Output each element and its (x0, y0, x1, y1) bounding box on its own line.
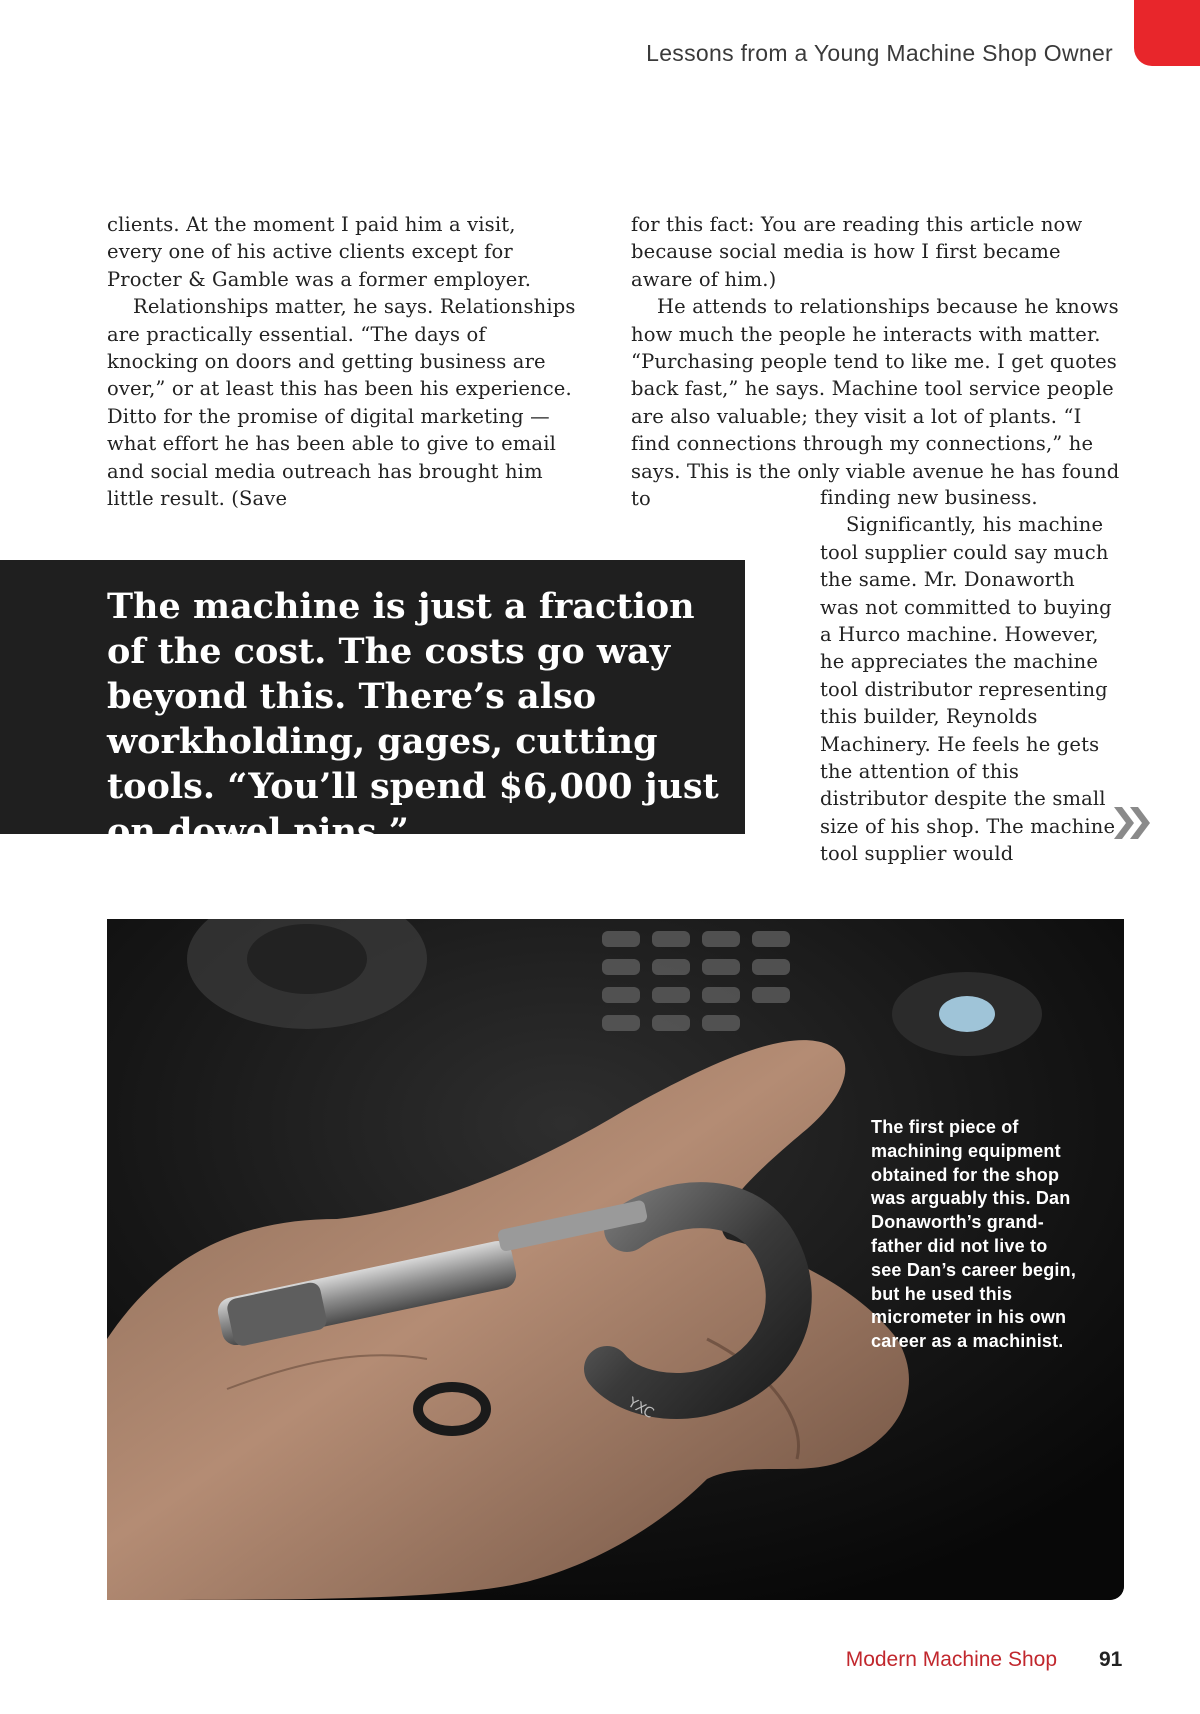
continue-arrow-icon (1112, 803, 1156, 843)
photo-caption: The first piece of machining equipment obtained for the shop was arguably this. Dan Donaworth’s grand-father did not live to see Dan’s career begin, but he used this micrometer in his own career as a machinist. (871, 1117, 1077, 1352)
article-column-right (631, 211, 1121, 512)
pull-quote: The machine is just a fraction of the cost. The costs go way beyond this. There’s also workholding, gages, cutting tools. “You’ll spend $6,000 just on dowel pins.” (107, 586, 719, 852)
running-head: Lessons from a Young Machine Shop Owner (646, 40, 1113, 66)
micrometer-marking: YXC (625, 1394, 657, 1422)
body-paragraph: clients. At the moment I paid him a visit, every one of his active clients except for Procter & Gamble was a former employer. (107, 213, 532, 291)
section-tab (1134, 0, 1200, 66)
body-paragraph: Significantly, his machine tool supplier could say much the same. Mr. Donaworth was not committed to buying a Hurco machine. However, he appreciates the machine tool distributor representing this builder, Reynolds Machinery. He feels he gets the attention of this distributor despite the small size of his shop. The machine tool supplier would (820, 513, 1116, 866)
article-column-left (107, 211, 577, 512)
footer-publication: Modern Machine Shop (845, 1648, 1057, 1671)
body-paragraph: He attends to relationships because he knows how much the people he interacts with matter. “Purchasing people tend to like me. I get quotes back fast,” he says. Machine tool service people are also valuable; they visit a lot of plants. “I find connections through my connections,” he says. This is the only viable avenue he has found to (631, 295, 1120, 511)
body-paragraph: Relationships matter, he says. Relationships are practically essential. “The days of knocking on doors and getting business are over,” or at least this has been his experience. Ditto for the promise of digital marketing — what effort he has been able to give to email and social media outreach has brought him little result. (Save (107, 295, 576, 511)
article-column-right-wrapped (820, 484, 1120, 868)
page-number: 91 (1099, 1648, 1123, 1671)
body-paragraph-continuation: finding new business. (820, 486, 1038, 509)
body-paragraph: for this fact: You are reading this article now because social media is how I first became aware of him.) (631, 213, 1083, 291)
